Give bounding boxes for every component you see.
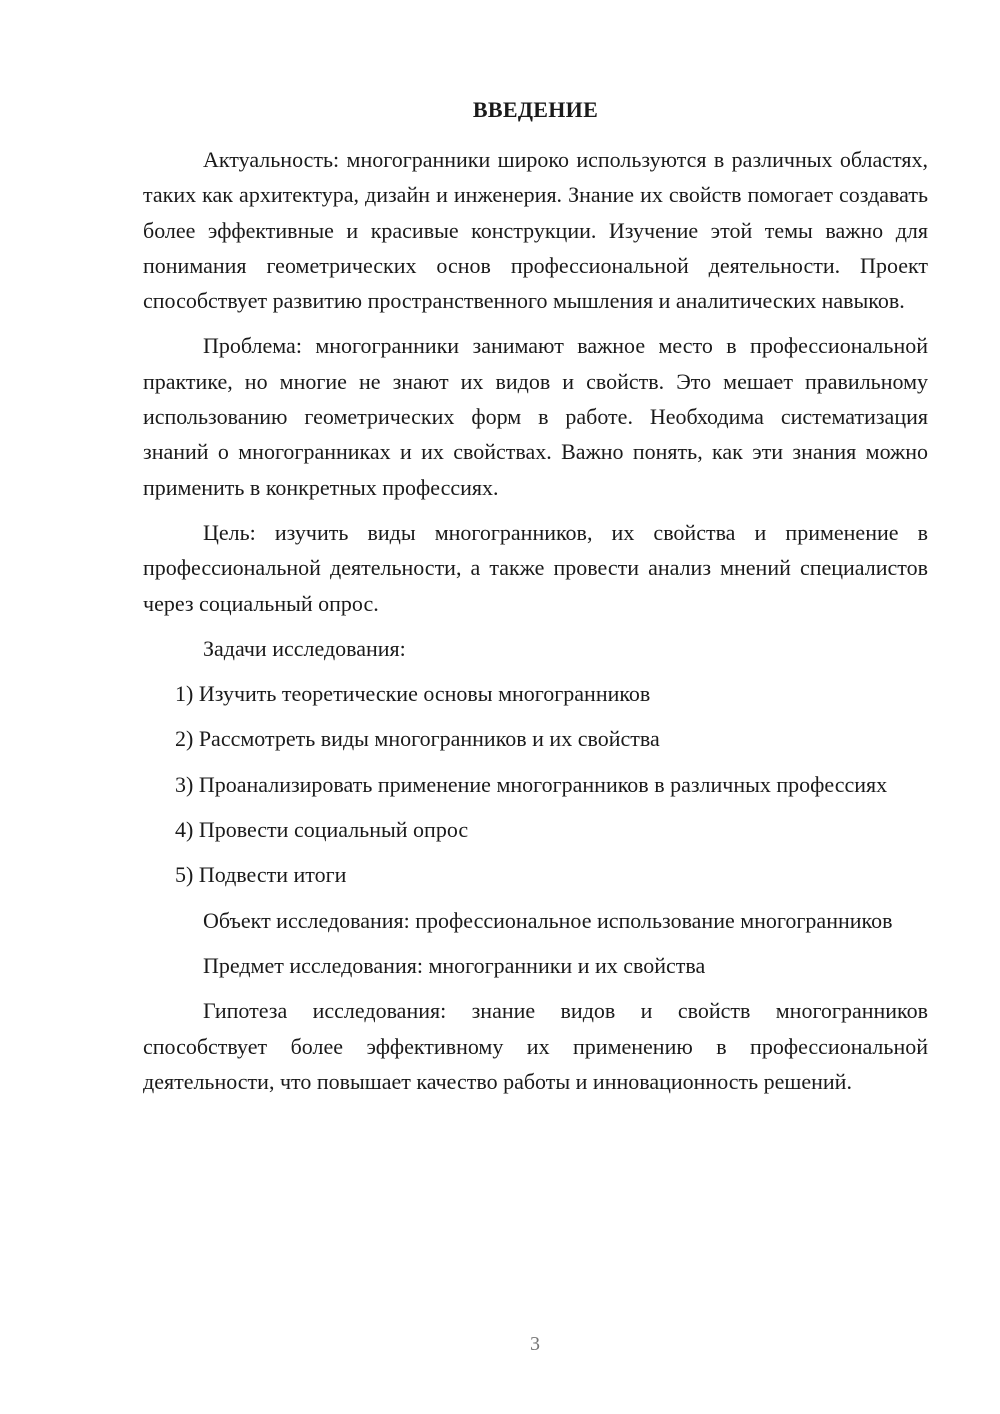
paragraph-goal: Цель: изучить виды многогранников, их свойства и применение в профессиональной деятельности, а также провести анализ мнений специалистов через социальный опрос. [143,519,928,616]
task-item-1: 1) Изучить теоретические основы многогранников [175,681,651,707]
paragraph-object: Объект исследования: профессиональное использование многогранников [203,907,893,933]
paragraph-subject: Предмет исследования: многогранники и их свойства [203,952,706,978]
document-page [143,94,928,1099]
paragraph-hypothesis: Гипотеза исследования: знание видов и свойств многогранников способствует более эффективному их применению в профессиональной деятельности, что повышает качество работы и инновационность решений. [143,998,928,1094]
page-number: 3 [530,1333,540,1355]
task-item-2: 2) Рассмотреть виды многогранников и их свойства [175,726,660,752]
task-item-4: 4) Провести социальный опрос [175,817,469,843]
paragraph-relevance: Актуальность: многогранники широко используются в различных областях, таких как архитектура, дизайн и инженерия. Знание их свойств помогает создавать более эффективные и красивые конструкции. Изучение этой темы важно для понимания геометрических основ профессиональной деятельности. Проект способствует развитию пространственного мышления и аналитических навыков. [143,147,928,314]
task-item-3: 3) Проанализировать применение многогранников в различных профессиях [175,771,888,797]
task-item-5: 5) Подвести итоги [175,862,347,888]
paragraph-tasks-heading: Задачи исследования: [203,635,406,661]
section-title: ВВЕДЕНИЕ [472,97,599,122]
paragraph-problem: Проблема: многогранники занимают важное место в профессиональной практике, но многие не знают их видов и свойств. Это мешает правильному использованию геометрических форм в работе. Необходима систематизация знаний о многогранниках и их свойствах. Важно понять, как эти знания можно применить в конкретных профессиях. [143,333,928,500]
